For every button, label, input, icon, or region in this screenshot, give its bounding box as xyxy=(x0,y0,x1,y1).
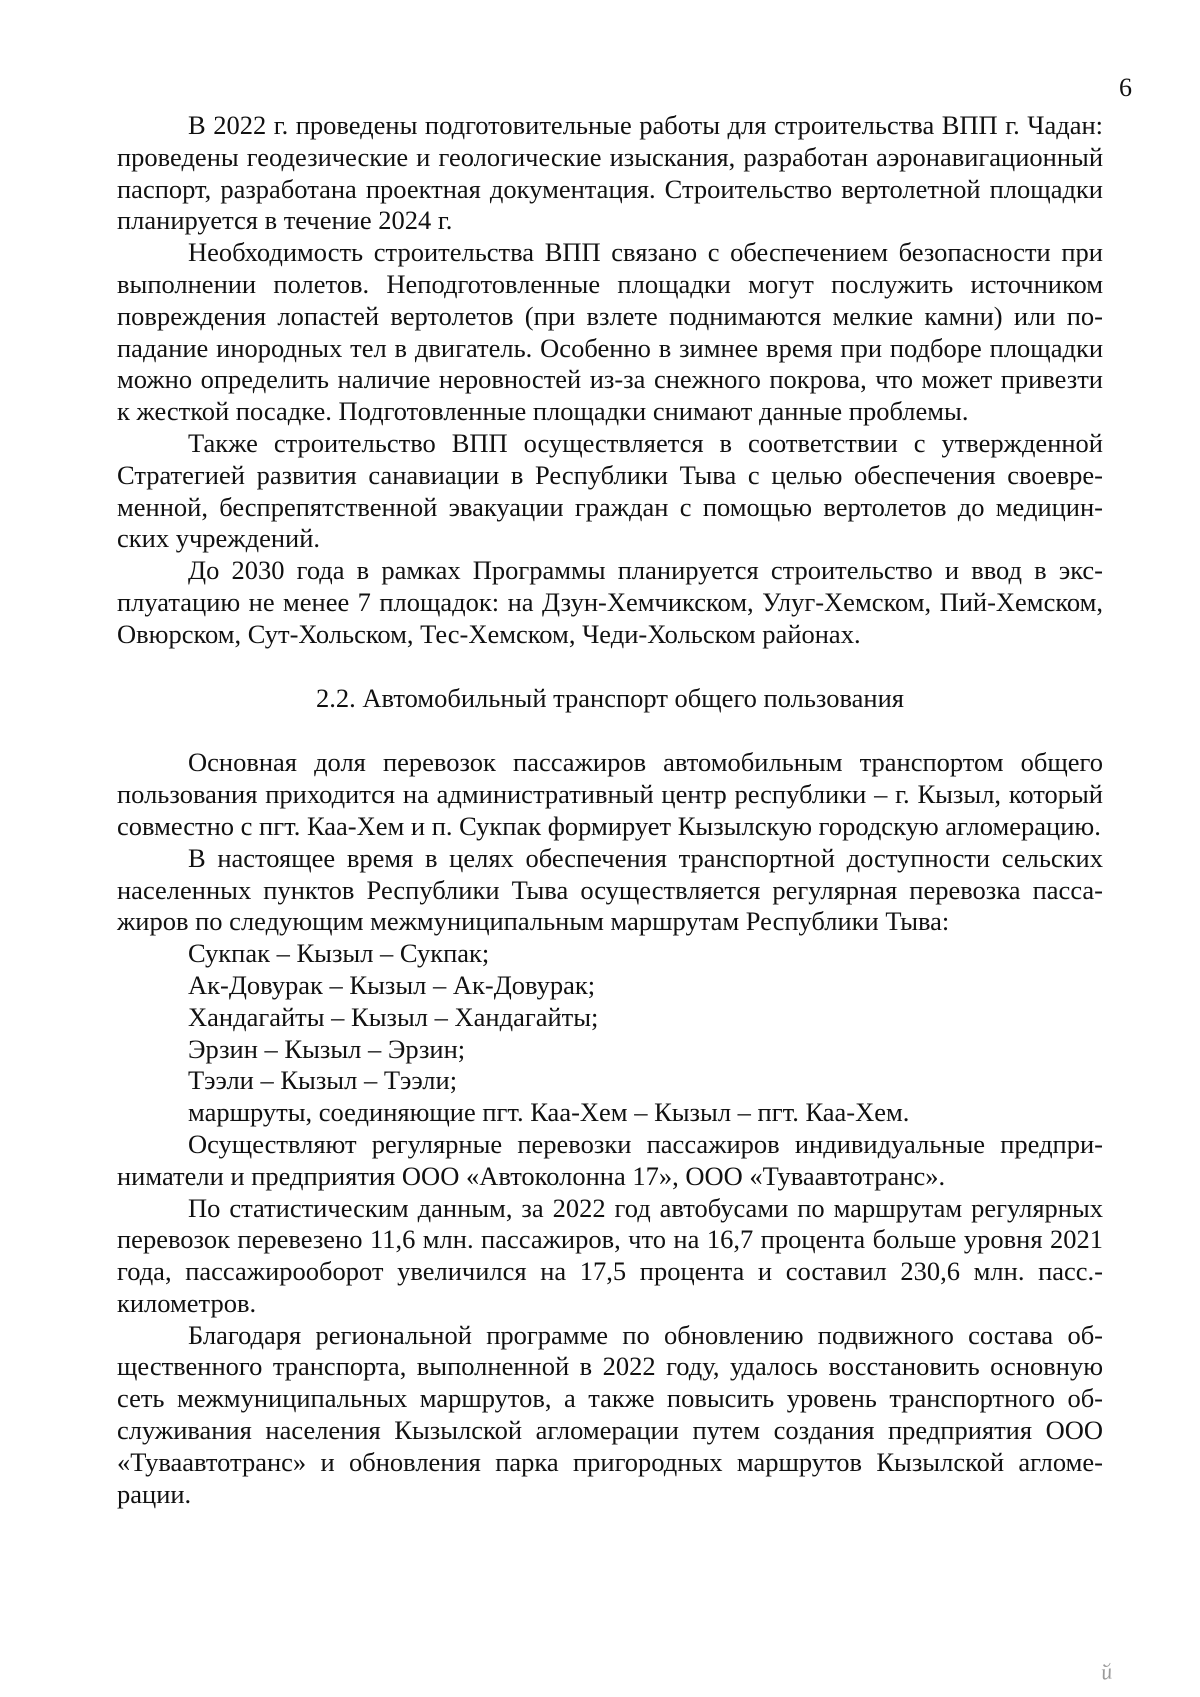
route-list-item: Эрзин – Кызыл – Эрзин; xyxy=(188,1033,466,1064)
paragraph-regular-routes-intro: В настоящее время в целях обеспечения транспортной доступности сельских населенных пунктов Республики Тыва осуществляется регулярная перевозка пассажиров по следующим межмуниципальным маршрутам Республики Тыва: xyxy=(117,842,1103,937)
section-heading: 2.2. Автомобильный транспорт общего пользования xyxy=(316,682,904,713)
handwritten-mark: й xyxy=(1099,1658,1114,1685)
paragraph-helipads-2030: До 2030 года в рамках Программы планируется строительство и ввод в эксплуатацию не менее 7 площадок: на Дзун-Хемчикском, Улуг-Хемском, Пий-Хемском, Овюрском, Сут-Хольском, Тес-Хемском, Чеди-Хольском районах. xyxy=(117,555,1103,649)
page-content xyxy=(117,110,1103,1510)
paragraph-runway-safety: Необходимость строительства ВПП связано с обеспечением безопасности при выполнении полетов. Неподготовленные площадки могут послужить источником повреждения лопастей вертолетов (при взлете поднимаются мелкие камни) или попадание инородных тел в двигатель. Особенно в зимнее время при подборе площадки можно определить наличие неровностей из-за снежного покрова, что может привезти к жесткой посадке. Подготовленные площадки снимают данные проблемы. xyxy=(117,237,1103,427)
route-list-item: маршруты, соединяющие пгт. Каа-Хем – Кызыл – пгт. Каа-Хем. xyxy=(188,1097,910,1128)
paragraph-kyzyl-agglomeration: Основная доля перевозок пассажиров автомобильным транспортом общего пользования приходится на административный центр республики – г. Кызыл, который совместно с пгт. Каа-Хем и п. Сукпак формирует Кызылскую городскую агломерацию. xyxy=(117,747,1103,841)
paragraph-carriers: Осуществляют регулярные перевозки пассажиров индивидуальные предприниматели и предприятия ООО «Автоколонна 17», ООО «Туваавтотранс». xyxy=(117,1128,1103,1191)
page-number: 6 xyxy=(1119,73,1132,102)
paragraph-runway-chadan: В 2022 г. проведены подготовительные работы для строительства ВПП г. Чадан: проведены геодезические и геологические изыскания, разработан аэронавигационный паспорт, разработана проектная документация. Строительство вертолетной площадки планируется в течение 2024 г. xyxy=(117,110,1103,236)
paragraph-statistics-2022: По статистическим данным, за 2022 год автобусами по маршрутам регулярных перевозок перевезено 11,6 млн. пассажиров, что на 16,7 процента больше уровня 2021 года, пассажирооборот увеличился на 17,5 процента и составил 230,6 млн. пасс.-километров. xyxy=(117,1192,1103,1318)
route-list-item: Тээли – Кызыл – Тээли; xyxy=(188,1065,458,1096)
paragraph-sanaviation-strategy: Также строительство ВПП осуществляется в соответствии с утвержденной Стратегией развития санавиации в Республики Тыва с целью обеспечения своевременной, беспрепятственной эвакуации граждан с помощью вертолетов до медицинских учреждений. xyxy=(117,427,1103,554)
route-list-item: Сукпак – Кызыл – Сукпак; xyxy=(188,938,490,969)
route-list-item: Ак-Довурак – Кызыл – Ак-Довурак; xyxy=(188,969,596,1000)
paragraph-fleet-renewal: Благодаря региональной программе по обновлению подвижного состава общественного транспорта, выполненной в 2022 году, удалось восстановить основную сеть межмуниципальных маршрутов, а также повысить уровень транспортного обслуживания населения Кызылской агломерации путем создания предприятия ООО «Туваавтотранс» и обновления парка пригородных маршрутов Кызылской агломерации. xyxy=(117,1319,1103,1509)
route-list-item: Хандагайты – Кызыл – Хандагайты; xyxy=(188,1001,599,1032)
